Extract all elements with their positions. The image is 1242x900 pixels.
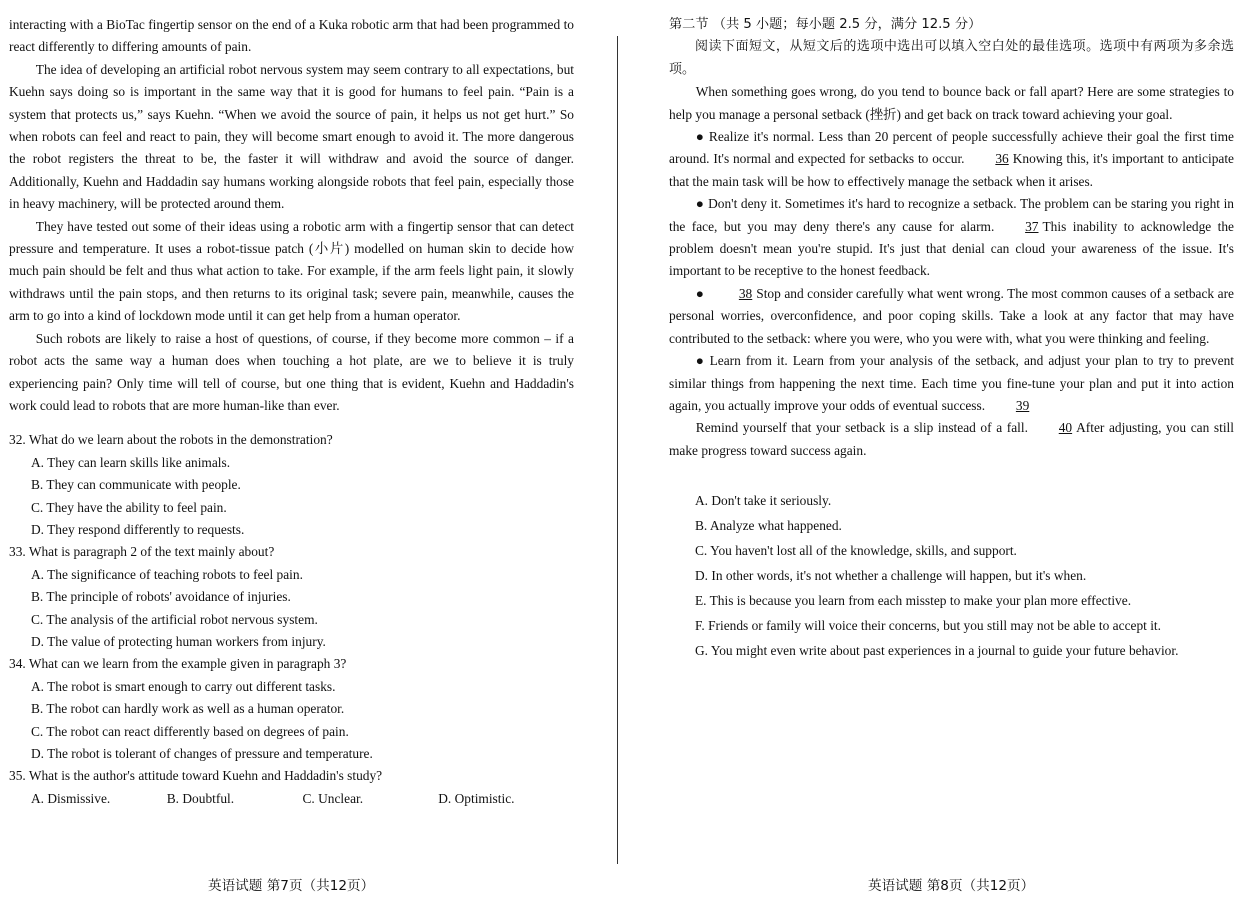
passage-paragraph: They have tested out some of their ideas using a robotic arm with a fingertip sensor that can detect pressure and temperature. It uses a robot-tissue patch (小片) modelled on human skin to decide how much pain should be felt and thus what action to take. For example, if the arm feels light pain, it slowly withdraws until the pain stops, and then returns to its original task; severe pain, meanwhile, causes the arm to go into a kind of lockdown mode until it can get help from a human operator. — [9, 218, 574, 324]
answer-option: B. The principle of robots' avoidance of injuries. — [31, 589, 291, 605]
bullet-icon: ● — [695, 353, 706, 369]
question-34 — [9, 653, 574, 765]
section-instruction: 阅读下面短文，从短文后的选项中选出可以填入空白处的最佳选项。选项中有两项为多余选项。 — [669, 39, 1234, 77]
answer-option-g: G. You might even write about past experiences in a journal to guide your future behavior. — [695, 643, 1179, 659]
answer-option: A. They can learn skills like animals. — [31, 454, 231, 470]
question-32 — [9, 429, 574, 541]
question-stem: 34. What can we learn from the example given in paragraph 3? — [9, 656, 347, 672]
answer-option: A. Dismissive. — [31, 790, 111, 806]
answer-options-row — [31, 788, 574, 810]
page-divider — [617, 36, 618, 864]
answer-option: C. They have the ability to feel pain. — [31, 499, 227, 515]
answer-option: D. The value of protecting human workers from injury. — [31, 633, 326, 649]
answer-option: C. Unclear. — [302, 790, 364, 806]
answer-option: D. They respond differently to requests. — [31, 521, 245, 537]
answer-option-b: B. Analyze what happened. — [695, 518, 842, 534]
strategy-paragraph-3: ● 38 Stop and consider carefully what went wrong. The most common causes of a setback are personal worries, overconfidence, and poor coping skills. Take a look at any factor that may have contributed to the setback: where you were, who you were with, what you were thinking and feeling. — [669, 283, 1234, 350]
question-33 — [9, 541, 574, 653]
strategy-paragraph-1: ● Realize it's normal. Less than 20 percent of people successfully achieve their goal the first time around. It's normal and expected for setbacks to occur. 36 Knowing this, it's important to anticipate that the main task will be how to effectively manage the setback when it arises. — [669, 129, 1234, 189]
strategy-paragraph-4: ● Learn from it. Learn from your analysis of the setback, and adjust your plan to try to prevent similar things from happening the next time. Each time you fine-tune your plan and put it into action again, you actually improve your odds of eventual success. 39 — [669, 350, 1234, 417]
question-35 — [9, 765, 574, 810]
answer-option: C. The analysis of the artificial robot nervous system. — [31, 611, 318, 627]
bullet-icon: ● — [695, 129, 705, 145]
passage-intro: When something goes wrong, do you tend to bounce back or fall apart? Here are some strategies to help you manage a personal setback (挫折) and get back on track toward achieving your goal. — [669, 84, 1234, 122]
answer-option: D. The robot is tolerant of changes of pressure and temperature. — [31, 746, 373, 761]
blank-39: 39 — [1015, 397, 1030, 413]
answer-options-list — [695, 488, 1234, 663]
answer-option-e: E. This is because you learn from each misstep to make your plan more effective. — [695, 593, 1132, 609]
answer-option-a: A. Don't take it seriously. — [695, 493, 832, 509]
bullet-icon: ● — [695, 285, 705, 301]
answer-option: B. Doubtful. — [166, 790, 235, 806]
blank-36: 36 — [995, 151, 1009, 167]
answer-option: A. The robot is smart enough to carry out different tasks. — [31, 678, 336, 694]
answer-option: B. They can communicate with people. — [31, 477, 241, 493]
question-stem: 32. What do we learn about the robots in the demonstration? — [9, 432, 333, 448]
page-footer-left: 英语试题 第7页（共12页） — [208, 878, 375, 894]
blank-40: 40 — [1058, 420, 1073, 436]
passage-paragraph: Such robots are likely to raise a host of questions, of course, if they become more common – if a robot acts the same way a human does when touching a hot plate, are we to believe it is truly experiencing pain? Only time will tell of course, but one thing that is evident, Kuehn and Haddadin's work could lead to robots that are more human-like than ever. — [9, 330, 574, 413]
right-page — [669, 14, 1234, 663]
answer-option: D. Optimistic. — [438, 790, 515, 806]
answer-option-c: C. You haven't lost all of the knowledge, skills, and support. — [695, 543, 1017, 559]
question-stem: 35. What is the author's attitude toward Kuehn and Haddadin's study? — [9, 768, 383, 784]
page-footer-right: 英语试题 第8页（共12页） — [868, 878, 1035, 894]
section-title: 第二节 （共 5 小题；每小题 2.5 分，满分 12.5 分） — [669, 17, 982, 32]
blank-37: 37 — [1025, 218, 1039, 234]
closing-paragraph: Remind yourself that your setback is a slip instead of a fall. 40 After adjusting, you can still make progress toward success again. — [669, 417, 1234, 462]
answer-option: C. The robot can react differently based on degrees of pain. — [31, 723, 349, 739]
answer-option: B. The robot can hardly work as well as a human operator. — [31, 701, 345, 717]
left-page — [9, 14, 574, 810]
bullet-icon: ● — [695, 196, 705, 212]
passage-paragraph: interacting with a BioTac fingertip sensor on the end of a Kuka robotic arm that had been programmed to react differently to differing amounts of pain. — [9, 17, 574, 55]
question-stem: 33. What is paragraph 2 of the text mainly about? — [9, 544, 275, 560]
blank-38: 38 — [738, 285, 753, 301]
answer-option-d: D. In other words, it's not whether a challenge will happen, but it's when. — [695, 568, 1087, 584]
answer-option-f: F. Friends or family will voice their concerns, but you still may not be able to accept it. — [695, 618, 1162, 634]
strategy-paragraph-2: ● Don't deny it. Sometimes it's hard to recognize a setback. The problem can be staring you right in the face, but you may deny there's any cause for alarm. 37 This inability to acknowledge the problem doesn't mean you're stupid. It's just that denial can cloud your awareness of the issue. It's important to be receptive to the honest feedback. — [669, 196, 1235, 279]
answer-option: A. The significance of teaching robots to feel pain. — [31, 566, 303, 582]
passage-paragraph: The idea of developing an artificial robot nervous system may seem contrary to all expectations, but Kuehn says doing so is important in the same way that it is good for humans to feel pain. “Pain is a system that protects us,” says Kuehn. “When we avoid the source of pain, it helps us not get hurt.” So when robots can feel and react to pain, they will become smart enough to avoid it. The more dangerous the robot registers the threat to be, the faster it will withdraw and avoid the source of danger. Additionally, Kuehn and Haddadin say humans working alongside robots that feel pain, especially those in heavy machinery, will be protected around them. — [9, 61, 574, 212]
